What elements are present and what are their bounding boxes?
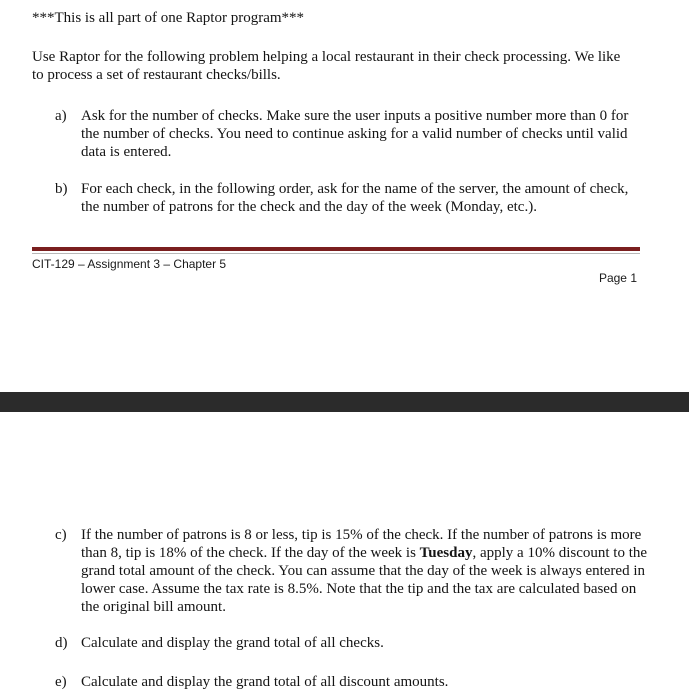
item-e-text: Calculate and display the grand total of all discount amounts. (81, 674, 449, 690)
item-c-text (81, 526, 651, 616)
item-b-letter: b) (55, 181, 68, 197)
page-break-bar (0, 392, 689, 412)
item-c-text-part2: , apply a 10% discount to the grand total amount of the check. You can assume that the day of the week is always entered in lower case. Assume the tax rate is 8.5%. Note that the tip and the tax are calculated based on the original bill amount. (81, 545, 648, 615)
footer-rule-red (32, 247, 640, 251)
item-d-letter: d) (55, 635, 68, 651)
intro-paragraph: Use Raptor for the following problem helping a local restaurant in their check processing. We like to process a set of restaurant checks/bills. (32, 49, 621, 83)
item-e-letter: e) (55, 674, 67, 690)
footer-rule-gray (32, 253, 640, 254)
item-c-bold-day: Tuesday (419, 545, 473, 561)
item-d-text: Calculate and display the grand total of all checks. (81, 635, 384, 651)
item-c-letter: c) (55, 527, 67, 543)
item-a-letter: a) (55, 108, 67, 124)
footer-page-number: Page 1 (598, 271, 637, 285)
item-c-text-part1: If the number of patrons is 8 or less, tip is 15% of the check. If the number of patrons is more than 8, tip is 18% of the check. If the day of the week is (81, 527, 642, 561)
item-a-text: Ask for the number of checks. Make sure the user inputs a positive number more than 0 for the number of checks. You need to continue asking for a valid number of checks until valid data is entered. (81, 108, 629, 160)
program-heading: ***This is all part of one Raptor program*** (32, 10, 305, 26)
footer-course-label: CIT-129 – Assignment 3 – Chapter 5 (32, 257, 227, 271)
item-b-text: For each check, in the following order, ask for the name of the server, the amount of check, the number of patrons for the check and the day of the week (Monday, etc.). (81, 181, 629, 215)
